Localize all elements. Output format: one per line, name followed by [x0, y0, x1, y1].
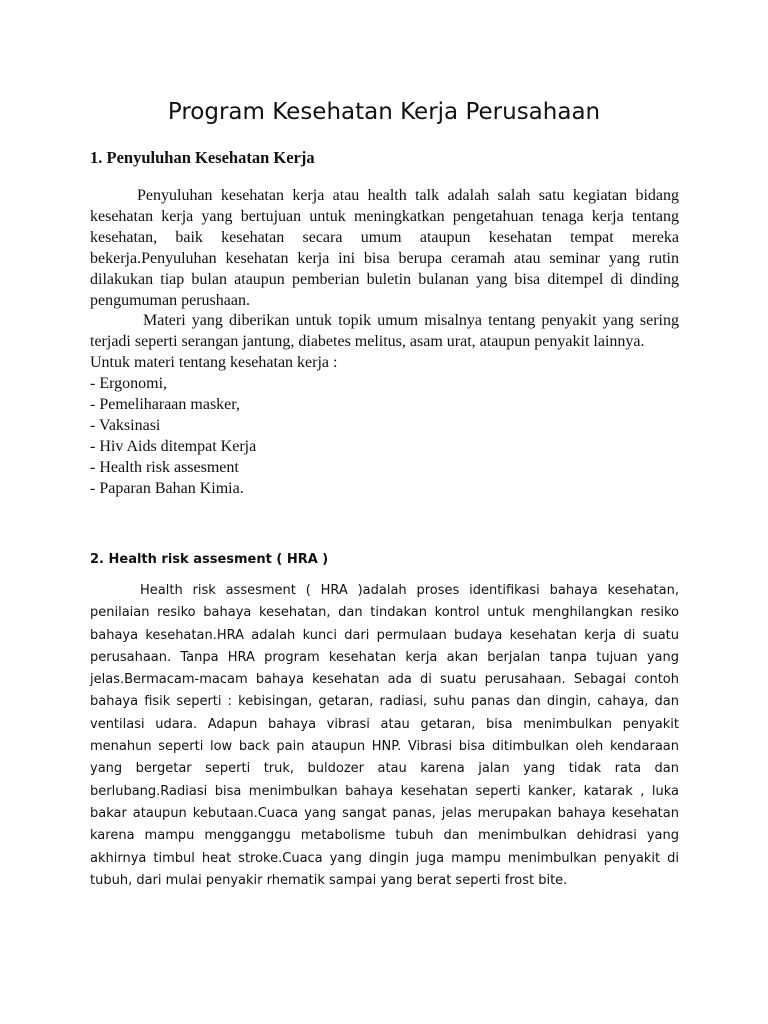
list-intro: Untuk materi tentang kesehatan kerja : [90, 354, 338, 372]
section-1-body [90, 186, 679, 500]
section-2-paragraph: Health risk assesment ( HRA )adalah proses identifikasi bahaya kesehatan, penilaian resiko bahaya kesehatan, dan tindakan kontrol untuk menghilangkan resiko bahaya kesehatan.HRA adalah kunci dari permulaan budaya kesehatan kerja di suatu perusahaan. Tanpa HRA program kesehatan kerja akan berjalan tanpa tujuan yang jelas.Bermacam-macam bahaya kesehatan ada di suatu perusahaan. Sebagai contoh bahaya fisik seperti : kebisingan, getaran, radiasi, suhu panas dan dingin, cahaya, dan ventilasi udara. Adapun bahaya vibrasi atau getaran, bisa menimbulkan penyakit menahun seperti low back pain ataupun HNP. Vibrasi bisa ditimbulkan oleh kendaraan yang bergetar seperti truk, buldozer atau karena jalan yang tidak rata dan berlubang.Radiasi bisa menimbulkan bahaya kesehatan seperti kanker, katarak , luka bakar ataupun kebutaan.Cuaca yang sangat panas, jelas merupakan bahaya kesehatan karena mampu mengganggu metabolisme tubuh dan menimbulkan dehidrasi yang akhirnya timbul heat stroke.Cuaca yang dingin juga mampu menimbulkan penyakit di tubuh, dari mulai penyakir rhematik sampai yang berat seperti frost bite. [90, 583, 679, 888]
section-2-heading: 2. Health risk assesment ( HRA ) [90, 552, 329, 567]
section-1-paragraph-2: Materi yang diberikan untuk topik umum misalnya tentang penyakit yang sering terjadi seperti serangan jantung, diabetes melitus, asam urat, ataupun penyakit lainnya. [90, 312, 679, 351]
list-item: - Hiv Aids ditempat Kerja [90, 437, 257, 455]
list-item: - Paparan Bahan Kimia. [90, 479, 244, 497]
document-title: Program Kesehatan Kerja Perusahaan [167, 99, 601, 125]
section-2-body [90, 580, 679, 892]
materials-list [90, 374, 679, 499]
list-item: - Ergonomi, [90, 375, 168, 393]
list-item: - Vaksinasi [90, 416, 161, 434]
section-1-heading: 1. Penyuluhan Kesehatan Kerja [90, 148, 315, 167]
list-item: - Pemeliharaan masker, [90, 396, 240, 414]
list-item: - Health risk assesment [90, 458, 239, 476]
section-1-paragraph-1: Penyuluhan kesehatan kerja atau health talk adalah salah satu kegiatan bidang kesehatan kerja yang bertujuan untuk meningkatkan pengetahuan tenaga kerja tentang kesehatan, baik kesehatan secara umum ataupun kesehatan tempat mereka bekerja.Penyuluhan kesehatan kerja ini bisa berupa ceramah atau seminar yang rutin dilakukan tiap bulan ataupun pemberian buletin bulanan yang bisa ditempel di dinding pengumuman perushaan. [90, 187, 679, 309]
